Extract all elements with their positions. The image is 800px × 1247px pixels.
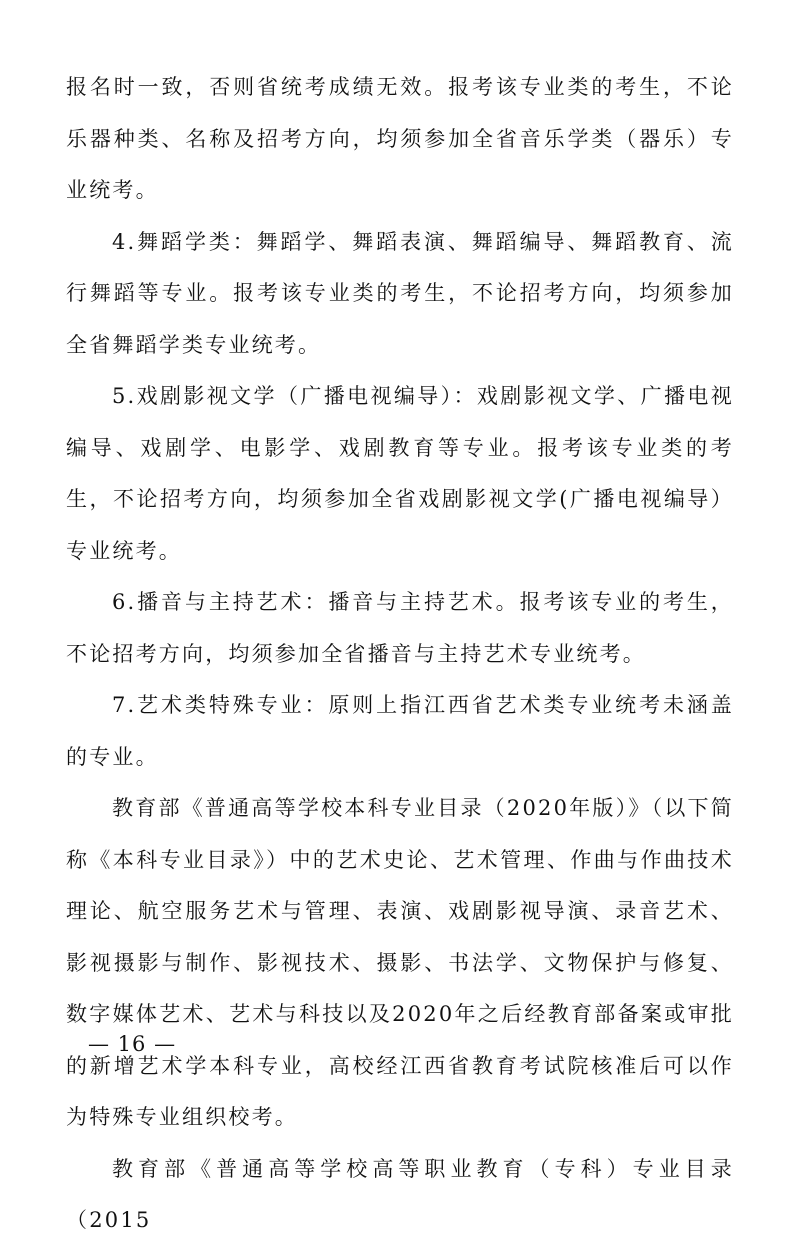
paragraph-special-majors: 7.艺术类特殊专业：原则上指江西省艺术类专业统考未涵盖的专业。 xyxy=(66,693,734,769)
paragraph-broadcasting: 6.播音与主持艺术：播音与主持艺术。报考该专业的考生，不论招考方向，均须参加全省播音与主持艺术专业统考。 xyxy=(66,590,734,666)
paragraph-vocational-catalog: 教育部《普通高等学校高等职业教育（专科）专业目录（2015 xyxy=(66,1156,734,1232)
page-number: — 16 — xyxy=(88,1032,177,1056)
document-body xyxy=(66,62,734,1247)
paragraph-dance: 4.舞蹈学类：舞蹈学、舞蹈表演、舞蹈编导、舞蹈教育、流行舞蹈等专业。报考该专业类的考生，不论招考方向，均须参加全省舞蹈学类专业统考。 xyxy=(66,229,734,357)
paragraph-undergraduate-catalog: 教育部《普通高等学校本科专业目录（2020年版）》（以下简称《本科专业目录》）中的艺术史论、艺术管理、作曲与作曲技术理论、航空服务艺术与管理、表演、戏剧影视导演、录音艺术、影视摄影与制作、影视技术、摄影、书法学、文物保护与修复、数字媒体艺术、艺术与科技以及2020年之后经教育部备案或审批的新增艺术学本科专业，高校经江西省教育考试院核准后可以作为特殊专业组织校考。 xyxy=(66,796,734,1129)
paragraph-continuation: 报名时一致，否则省统考成绩无效。报考该专业类的考生，不论乐器种类、名称及招考方向，均须参加全省音乐学类（器乐）专业统考。 xyxy=(66,75,734,202)
paragraph-drama-film: 5.戏剧影视文学（广播电视编导）：戏剧影视文学、广播电视编导、戏剧学、电影学、戏剧教育等专业。报考该专业类的考生，不论招考方向，均须参加全省戏剧影视文学(广播电视编导）专业统考。 xyxy=(66,384,734,563)
